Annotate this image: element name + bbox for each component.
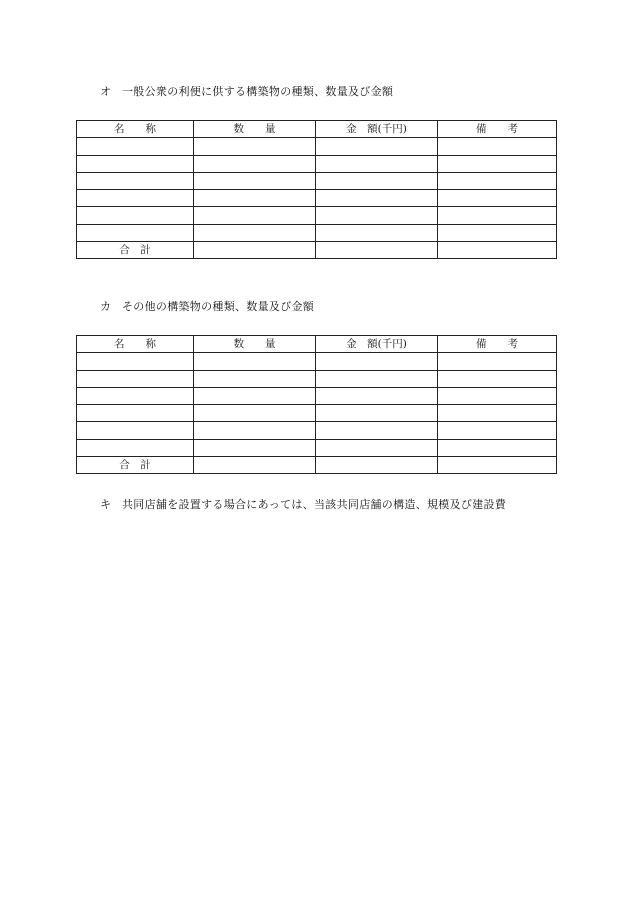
cell-quantity[interactable] (194, 207, 316, 224)
section-o-heading (100, 85, 393, 99)
cell-quantity[interactable] (194, 422, 316, 439)
header-remarks: 備 考 (438, 336, 557, 353)
table-header-row (77, 121, 557, 138)
cell-amount[interactable] (316, 190, 438, 207)
cell-name[interactable] (77, 422, 194, 439)
cell-name[interactable] (77, 353, 194, 370)
section-ka-title: その他の構築物の種類、数量及び金額 (122, 300, 315, 313)
cell-remarks[interactable] (438, 405, 557, 422)
cell-quantity[interactable] (194, 155, 316, 172)
cell-quantity[interactable] (194, 405, 316, 422)
cell-quantity[interactable] (194, 172, 316, 189)
section-ka-mark: カ (100, 300, 112, 313)
cell-quantity[interactable] (194, 138, 316, 155)
total-remarks[interactable] (438, 242, 557, 259)
cell-quantity[interactable] (194, 439, 316, 456)
cell-amount[interactable] (316, 353, 438, 370)
table-row (77, 439, 557, 456)
cell-amount[interactable] (316, 207, 438, 224)
cell-amount[interactable] (316, 439, 438, 456)
cell-remarks[interactable] (438, 190, 557, 207)
total-label: 合 計 (77, 242, 194, 259)
header-quantity: 数 量 (194, 121, 316, 138)
cell-remarks[interactable] (438, 207, 557, 224)
table-row (77, 190, 557, 207)
table-row (77, 387, 557, 404)
total-remarks[interactable] (438, 457, 557, 474)
cell-remarks[interactable] (438, 224, 557, 241)
cell-name[interactable] (77, 387, 194, 404)
table-row (77, 155, 557, 172)
header-quantity: 数 量 (194, 336, 316, 353)
cell-quantity[interactable] (194, 353, 316, 370)
table-row (77, 422, 557, 439)
cell-quantity[interactable] (194, 387, 316, 404)
total-row (77, 457, 557, 474)
table-row (77, 370, 557, 387)
table-header-row (77, 336, 557, 353)
cell-amount[interactable] (316, 138, 438, 155)
table-row (77, 172, 557, 189)
table-row (77, 353, 557, 370)
total-row (77, 242, 557, 259)
table-row (77, 405, 557, 422)
header-amount: 金 額(千円) (316, 121, 438, 138)
cell-remarks[interactable] (438, 439, 557, 456)
section-ki-title: 共同店舗を設置する場合にあっては、当該共同店舗の構造、規模及び建設費 (122, 498, 507, 511)
cell-remarks[interactable] (438, 422, 557, 439)
total-quantity[interactable] (194, 242, 316, 259)
cell-name[interactable] (77, 155, 194, 172)
table-row (77, 224, 557, 241)
header-name: 名 称 (77, 336, 194, 353)
total-quantity[interactable] (194, 457, 316, 474)
cell-remarks[interactable] (438, 353, 557, 370)
section-ka-heading (100, 300, 314, 314)
table-row (77, 207, 557, 224)
total-amount[interactable] (316, 457, 438, 474)
cell-remarks[interactable] (438, 370, 557, 387)
cell-amount[interactable] (316, 405, 438, 422)
cell-name[interactable] (77, 138, 194, 155)
section-o-mark: オ (100, 85, 112, 98)
cell-amount[interactable] (316, 422, 438, 439)
cell-amount[interactable] (316, 155, 438, 172)
cell-name[interactable] (77, 190, 194, 207)
section-ki-heading (100, 498, 506, 512)
cell-remarks[interactable] (438, 172, 557, 189)
header-remarks: 備 考 (438, 121, 557, 138)
structures-other-table (76, 335, 557, 474)
cell-remarks[interactable] (438, 155, 557, 172)
cell-remarks[interactable] (438, 138, 557, 155)
cell-name[interactable] (77, 224, 194, 241)
cell-name[interactable] (77, 370, 194, 387)
cell-name[interactable] (77, 207, 194, 224)
cell-quantity[interactable] (194, 190, 316, 207)
structures-public-table (76, 120, 557, 259)
cell-amount[interactable] (316, 224, 438, 241)
cell-quantity[interactable] (194, 370, 316, 387)
section-ki-mark: キ (100, 498, 112, 511)
cell-name[interactable] (77, 439, 194, 456)
section-o-title: 一般公衆の利便に供する構築物の種類、数量及び金額 (122, 85, 394, 98)
cell-amount[interactable] (316, 370, 438, 387)
total-amount[interactable] (316, 242, 438, 259)
header-name: 名 称 (77, 121, 194, 138)
cell-remarks[interactable] (438, 387, 557, 404)
cell-quantity[interactable] (194, 224, 316, 241)
cell-name[interactable] (77, 405, 194, 422)
header-amount: 金 額(千円) (316, 336, 438, 353)
total-label: 合 計 (77, 457, 194, 474)
cell-amount[interactable] (316, 387, 438, 404)
cell-amount[interactable] (316, 172, 438, 189)
cell-name[interactable] (77, 172, 194, 189)
table-row (77, 138, 557, 155)
